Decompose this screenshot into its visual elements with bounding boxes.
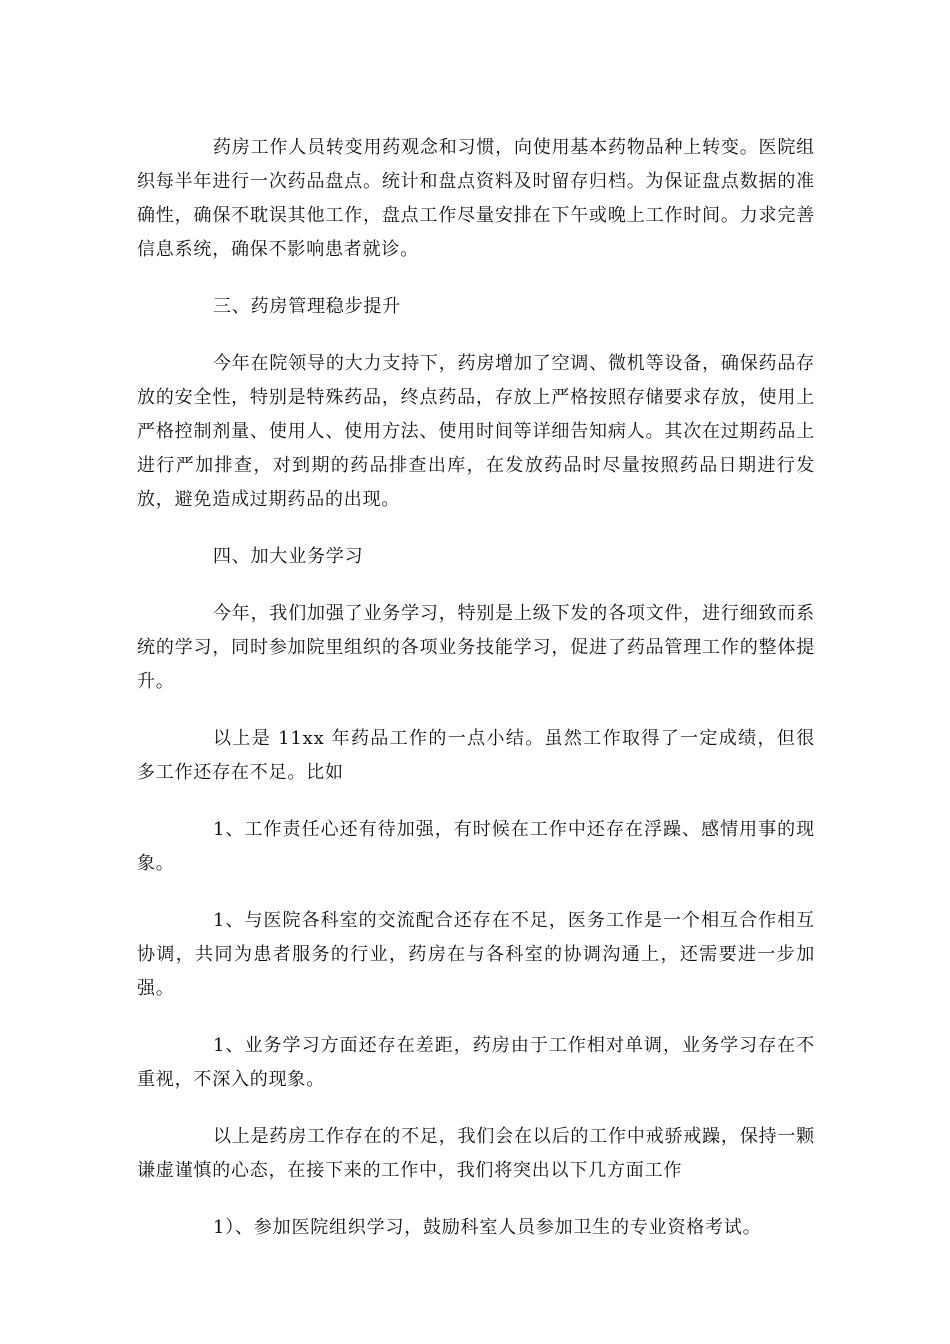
paragraph-equipment: 今年在院领导的大力支持下，药房增加了空调、微机等设备，确保药品存放的安全性，特别是特殊药品，终点药品，存放上严格按照存储要求存放，使用上严格控制剂量、使用人、使用方法、使用时间等详细告知病人。其次在过期药品上进行严加排查，对到期的药品排查出库，在发放药品时尽量按照药品日期进行发放，避免造成过期药品的出现。 [137, 353, 815, 510]
paragraph-inventory: 药房工作人员转变用药观念和习惯，向使用基本药物品种上转变。医院组织每半年进行一次药品盘点。统计和盘点资料及时留存归档。为保证盘点数据的准确性，确保不耽误其他工作，盘点工作尽量安排在下午或晚上工作时间。力求完善信息系统，确保不影响患者就诊。 [137, 137, 815, 260]
paragraph-study: 今年，我们加强了业务学习，特别是上级下发的各项文件，进行细致而系统的学习，同时参加院里组织的各项业务技能学习，促进了药品管理工作的整体提升。 [137, 603, 815, 692]
section-heading-business-study: 四、加大业务学习 [213, 546, 364, 567]
paragraph-plan-item-1: 1）、参加医院组织学习，鼓励科室人员参加卫生的专业资格考试。 [213, 1217, 762, 1238]
section-heading-pharmacy-management: 三、药房管理稳步提升 [213, 296, 401, 317]
document-body [137, 131, 815, 1268]
paragraph-shortcoming-1: 1、工作责任心还有待加强，有时候在工作中还存在浮躁、感情用事的现象。 [137, 819, 815, 874]
paragraph-shortcoming-2: 1、与医院各科室的交流配合还存在不足，医务工作是一个相互合作相互协调，共同为患者服务的行业，药房在与各科室的协调沟通上，还需要进一步加强。 [137, 910, 815, 999]
paragraph-shortcoming-3: 1、业务学习方面还存在差距，药房由于工作相对单调，业务学习存在不重视，不深入的现象。 [137, 1035, 815, 1090]
paragraph-plan-intro: 以上是药房工作存在的不足，我们会在以后的工作中戒骄戒躁，保持一颗谦虚谨慎的心态，在接下来的工作中，我们将突出以下几方面工作 [137, 1126, 815, 1181]
paragraph-summary: 以上是 11xx 年药品工作的一点小结。虽然工作取得了一定成绩，但很多工作还存在不足。比如 [137, 728, 815, 783]
